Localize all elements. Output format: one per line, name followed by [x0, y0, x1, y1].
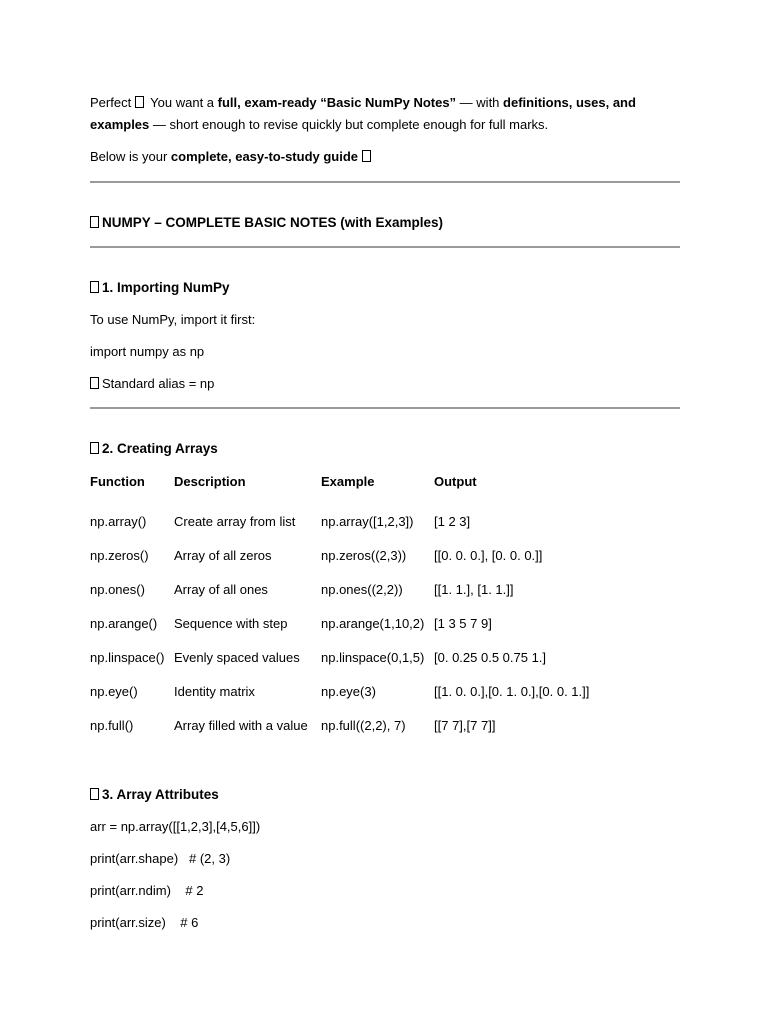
table-row [90, 641, 674, 675]
table-cell: [[0. 0. 0.], [0. 0. 0.]] [434, 548, 543, 563]
table-cell: [0. 0.25 0.5 0.75 1.] [434, 650, 547, 665]
table-cell: np.ones((2,2)) [321, 582, 403, 597]
table-row [90, 607, 674, 641]
emoji-placeholder-icon [90, 216, 99, 228]
divider [90, 181, 680, 183]
table-cell: [[7 7],[7 7]] [434, 718, 496, 733]
guide-prefix: Below is your [90, 149, 171, 164]
table-cell: np.array([1,2,3]) [321, 514, 414, 529]
table-cell: np.arange(1,10,2) [321, 616, 425, 631]
table-cell: [[1. 1.], [1. 1.]] [434, 582, 514, 597]
table-cell: np.arange() [90, 616, 158, 631]
table-cell: Create array from list [174, 514, 296, 529]
intro-guide-line [90, 146, 680, 168]
intro-text-3: — with [456, 95, 504, 110]
table-row [90, 675, 674, 709]
table-header-cell: Description [174, 474, 246, 489]
code-line: arr = np.array([[1,2,3],[4,5,6]]) [90, 819, 261, 834]
table-cell: Array of all zeros [174, 548, 272, 563]
table-cell: np.linspace(0,1,5) [321, 650, 425, 665]
table-cell: np.full((2,2), 7) [321, 718, 406, 733]
intro-text-1: Perfect [90, 95, 135, 110]
table-cell: Array of all ones [174, 582, 268, 597]
intro-text-4: — short enough to revise quickly but complete enough for full marks. [149, 117, 549, 132]
intro-bold-1: full, exam-ready “Basic NumPy Notes” [217, 95, 457, 110]
code-line: print(arr.size) # 6 [90, 915, 199, 930]
section1-code: import numpy as np [90, 344, 205, 359]
table-cell: Array filled with a value [174, 718, 308, 733]
table-cell: np.array() [90, 514, 147, 529]
section3-heading: 3. Array Attributes [90, 784, 680, 806]
emoji-placeholder-icon [90, 377, 99, 389]
intro-paragraph [90, 92, 680, 136]
table-cell: np.eye() [90, 684, 138, 699]
table-cell: np.eye(3) [321, 684, 376, 699]
section1-heading: 1. Importing NumPy [90, 277, 680, 299]
table-cell: np.ones() [90, 582, 145, 597]
creating-arrays-table [90, 471, 674, 743]
emoji-placeholder-icon [90, 281, 99, 293]
table-header-row [90, 471, 674, 493]
intro-bold-2: definitions, uses, and examples [90, 95, 636, 132]
table-cell: Sequence with step [174, 616, 288, 631]
table-row [90, 573, 674, 607]
table-cell: [1 2 3] [434, 514, 471, 529]
intro-text-2: You want a [146, 95, 218, 110]
section1-text: To use NumPy, import it first: [90, 312, 256, 327]
code-line: print(arr.ndim) # 2 [90, 883, 204, 898]
document-page [90, 92, 680, 944]
table-cell: np.zeros((2,3)) [321, 548, 407, 563]
table-row [90, 539, 674, 573]
table-cell: Evenly spaced values [174, 650, 300, 665]
emoji-placeholder-icon [135, 96, 144, 108]
guide-bold: complete, easy-to-study guide [170, 149, 359, 164]
table-header-cell: Output [434, 474, 477, 489]
table-row [90, 505, 674, 539]
code-line: print(arr.shape) # (2, 3) [90, 851, 231, 866]
section1-note: Standard alias = np [90, 373, 680, 395]
main-title: NUMPY – COMPLETE BASIC NOTES (with Examples) [90, 212, 680, 234]
table-header-cell: Function [90, 474, 145, 489]
emoji-placeholder-icon [90, 788, 99, 800]
table-cell: np.zeros() [90, 548, 149, 563]
table-cell: np.linspace() [90, 650, 165, 665]
table-cell: [1 3 5 7 9] [434, 616, 492, 631]
emoji-placeholder-icon [90, 442, 99, 454]
emoji-placeholder-icon [362, 150, 371, 162]
table-cell: [[1. 0. 0.],[0. 1. 0.],[0. 0. 1.]] [434, 684, 590, 699]
table-cell: Identity matrix [174, 684, 255, 699]
section2-heading: 2. Creating Arrays [90, 438, 680, 460]
table-row [90, 709, 674, 743]
divider [90, 407, 680, 409]
table-cell: np.full() [90, 718, 134, 733]
table-header-cell: Example [321, 474, 375, 489]
divider [90, 246, 680, 248]
